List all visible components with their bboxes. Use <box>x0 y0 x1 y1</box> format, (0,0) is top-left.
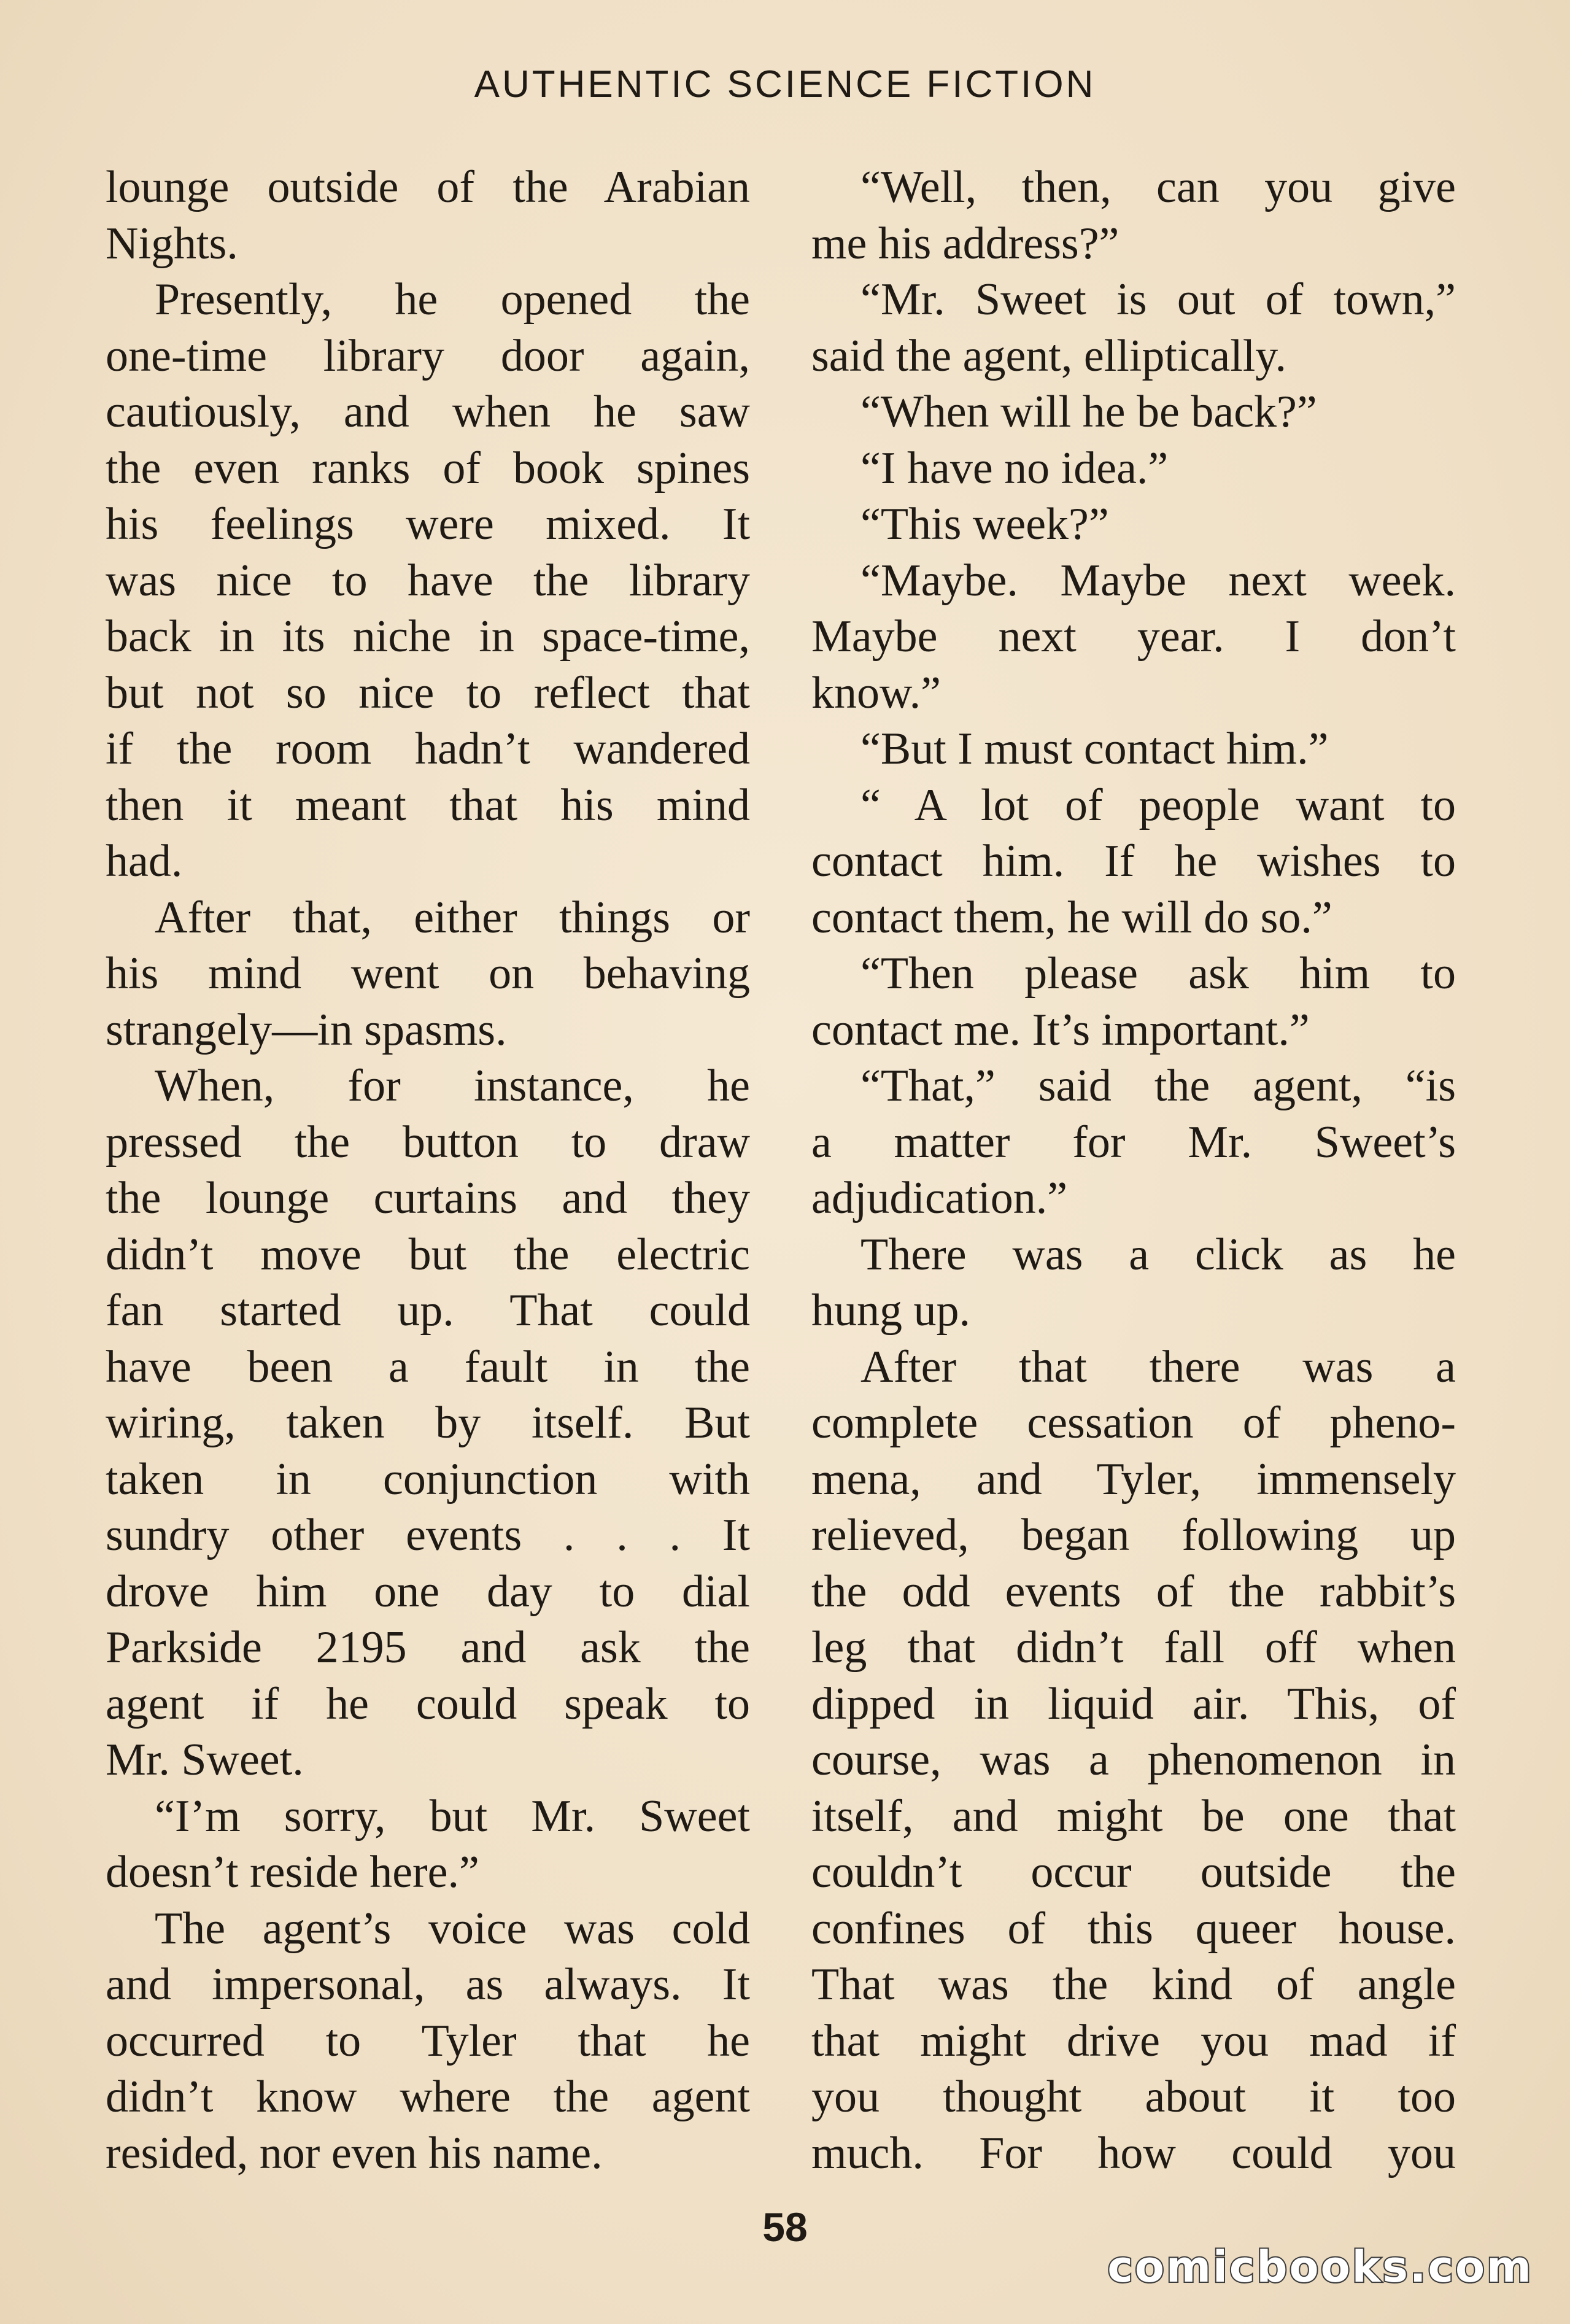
text-line: then it meant that his mind <box>106 780 750 831</box>
text-line: wiring, taken by itself. But <box>106 1398 750 1448</box>
text-line: lounge outside of the Arabian <box>106 162 750 212</box>
text-line: There was a click as he <box>860 1229 1456 1280</box>
text-line: Maybe next year. I don’t <box>811 611 1456 662</box>
text-line: adjudication.” <box>811 1173 1068 1223</box>
text-line: contact me. It’s important.” <box>811 1004 1310 1055</box>
text-line: “That,” said the agent, “is <box>860 1061 1456 1111</box>
text-line: said the agent, elliptically. <box>811 330 1287 381</box>
text-line: Mr. Sweet. <box>106 1735 304 1785</box>
text-line: the odd events of the rabbit’s <box>811 1566 1456 1617</box>
text-line: “Well, then, can you give <box>860 162 1456 212</box>
site-watermark: comicbooks.com <box>1107 2242 1533 2292</box>
running-header: AUTHENTIC SCIENCE FICTION <box>474 63 1096 106</box>
text-line: didn’t move but the electric <box>106 1229 750 1280</box>
text-line: contact him. If he wishes to <box>811 836 1456 886</box>
text-line: couldn’t occur outside the <box>811 1847 1456 1897</box>
text-line: When, for instance, he <box>155 1061 750 1111</box>
text-line: much. For how could you <box>811 2128 1456 2179</box>
text-line: “I’m sorry, but Mr. Sweet <box>155 1791 750 1842</box>
text-line: That was the kind of angle <box>811 1959 1456 2010</box>
text-line: fan started up. That could <box>106 1285 750 1336</box>
text-line: hung up. <box>811 1285 970 1336</box>
text-line: strangely—in spasms. <box>106 1004 507 1055</box>
text-line: the even ranks of book spines <box>106 443 750 494</box>
text-line: the lounge curtains and they <box>106 1173 750 1223</box>
page-number: 58 <box>762 2204 808 2250</box>
text-line: “When will he be back?” <box>860 387 1317 437</box>
text-line: his feelings were mixed. It <box>106 499 750 549</box>
text-line: you thought about it too <box>811 2072 1456 2122</box>
text-line: contact them, he will do so.” <box>811 892 1332 943</box>
text-line: was nice to have the library <box>106 555 750 606</box>
text-line: leg that didn’t fall off when <box>811 1622 1456 1673</box>
left-text-column <box>106 160 750 2182</box>
text-line: After that, either things or <box>155 892 750 943</box>
text-line: drove him one day to dial <box>106 1566 750 1617</box>
text-line: “But I must contact him.” <box>860 724 1329 774</box>
text-line: doesn’t reside here.” <box>106 1847 479 1897</box>
text-line: resided, nor even his name. <box>106 2128 603 2179</box>
text-line: cautiously, and when he saw <box>106 387 750 437</box>
text-line: confines of this queer house. <box>811 1903 1456 1954</box>
text-line: course, was a phenomenon in <box>811 1735 1456 1785</box>
text-line: After that there was a <box>860 1341 1456 1392</box>
text-line: taken in conjunction with <box>106 1454 750 1505</box>
text-line: dipped in liquid air. This, of <box>811 1678 1456 1729</box>
text-line: agent if he could speak to <box>106 1678 750 1729</box>
text-line: if the room hadn’t wandered <box>106 724 750 774</box>
text-line: know.” <box>811 667 941 718</box>
text-line: had. <box>106 836 183 886</box>
text-line: “I have no idea.” <box>860 443 1169 494</box>
text-line: “Maybe. Maybe next week. <box>860 555 1456 606</box>
text-line: Parkside 2195 and ask the <box>106 1622 750 1673</box>
text-line: complete cessation of pheno- <box>811 1398 1456 1448</box>
text-line: Nights. <box>106 218 238 269</box>
text-line: me his address?” <box>811 218 1119 269</box>
text-line: mena, and Tyler, immensely <box>811 1454 1456 1505</box>
text-line: pressed the button to draw <box>106 1117 750 1168</box>
text-line: back in its niche in space-time, <box>106 611 750 662</box>
text-line: that might drive you mad if <box>811 2015 1456 2066</box>
text-line: a matter for Mr. Sweet’s <box>811 1117 1456 1168</box>
text-line: occurred to Tyler that he <box>106 2015 750 2066</box>
text-line: The agent’s voice was cold <box>155 1903 750 1954</box>
text-line: didn’t know where the agent <box>106 2072 750 2122</box>
text-line: and impersonal, as always. It <box>106 1959 750 2010</box>
text-line: “ A lot of people want to <box>860 780 1456 831</box>
text-line: but not so nice to reflect that <box>106 667 750 718</box>
text-line: “Then please ask him to <box>860 948 1456 999</box>
text-line: have been a fault in the <box>106 1341 750 1392</box>
right-text-column <box>811 160 1456 2182</box>
text-line: sundry other events . . . It <box>106 1510 750 1560</box>
text-line: “This week?” <box>860 499 1109 549</box>
text-line: “Mr. Sweet is out of town,” <box>860 274 1456 325</box>
text-line: one-time library door again, <box>106 330 750 381</box>
text-line: Presently, he opened the <box>155 274 750 325</box>
text-line: itself, and might be one that <box>811 1791 1456 1842</box>
text-line: his mind went on behaving <box>106 948 750 999</box>
text-line: relieved, began following up <box>811 1510 1456 1560</box>
